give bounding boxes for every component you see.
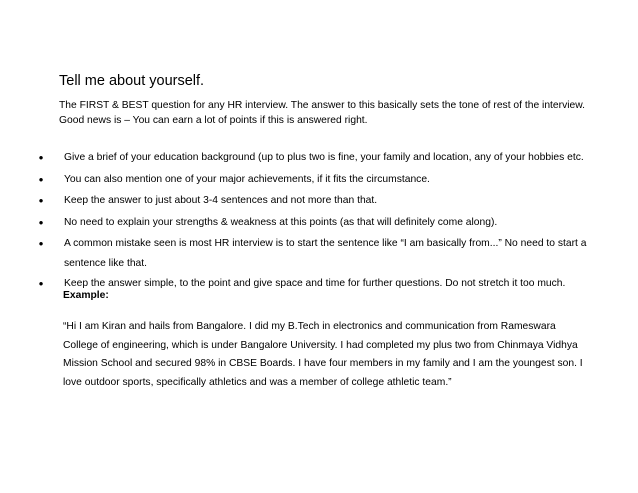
- tips-list: [36, 150, 596, 298]
- list-item-text: A common mistake seen is most HR interview is to start the sentence like “I am basically from...” No need to start a sentence like that.: [64, 238, 587, 269]
- list-item-text: No need to explain your strengths & weakness at this points (as that will definitely come along).: [64, 216, 498, 228]
- bullet-icon: •: [38, 214, 44, 230]
- bullet-icon: •: [38, 171, 44, 187]
- list-item: [36, 193, 596, 209]
- list-item-text: Give a brief of your education background (up to plus two is fine, your family and location, any of your hobbies etc.: [64, 152, 584, 163]
- list-item: [36, 276, 596, 292]
- example-paragraph: “Hi I am Kiran and hails from Bangalore. I did my B.Tech in electronics and communication from Rameswara College of engineering, which is under Bangalore University. I had completed my plus two from Chinmaya Vidhya Mission School and secured 98% in CBSE Boards. I have four members in my family and I am the youngest son. I love outdoor sports, specifically athletics and was a member of college athletic team.”: [63, 321, 583, 388]
- list-item-text: You can also mention one of your major achievements, if it fits the circumstance.: [64, 173, 430, 185]
- page-title: Tell me about yourself.: [59, 73, 205, 89]
- example-heading: Example:: [63, 290, 109, 301]
- bullet-icon: •: [38, 236, 44, 251]
- list-item: [36, 234, 596, 274]
- bullet-icon: •: [38, 276, 44, 291]
- list-item: [36, 150, 596, 166]
- list-item-text: Keep the answer to just about 3-4 sentences and not more than that.: [64, 195, 378, 206]
- list-item: [36, 172, 596, 188]
- list-item: [36, 215, 596, 231]
- intro-paragraph: The FIRST & BEST question for any HR interview. The answer to this basically sets the tone of rest of the interview. Good news is – You can earn a lot of points if this is answered right.: [59, 100, 585, 126]
- bullet-icon: •: [38, 150, 44, 165]
- bullet-icon: •: [38, 193, 44, 208]
- list-item-text: Keep the answer simple, to the point and give space and time for further questions. Do not stretch it too much.: [64, 278, 566, 289]
